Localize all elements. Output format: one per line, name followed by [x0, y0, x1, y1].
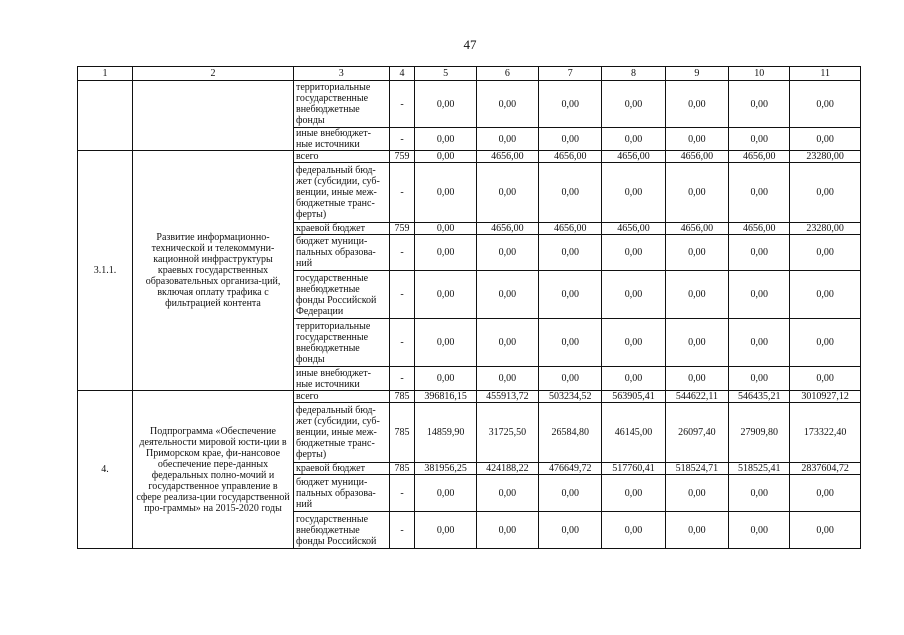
- column-header-8: 8: [602, 67, 665, 81]
- total-value: 0,00: [790, 512, 861, 549]
- year-value: 0,00: [539, 271, 602, 319]
- year-value: 0,00: [539, 128, 602, 151]
- funding-source: федеральный бюд-жет (субсидии, суб-венции, иные меж-бюджетные транс-ферты): [293, 403, 389, 463]
- item-name: Развитие информационно-технической и телекоммуни-кационной инфраструктуры краевых государственных образовательных организа-ций, включая оплату трафика с фильтрацией контента: [133, 151, 294, 391]
- year-value: 0,00: [602, 235, 665, 271]
- year-value: 0,00: [415, 81, 476, 128]
- year-value: 4656,00: [665, 223, 728, 235]
- year-value: 424188,22: [476, 463, 538, 475]
- column-header-9: 9: [665, 67, 728, 81]
- total-value: 0,00: [790, 475, 861, 512]
- grbs-code: -: [389, 319, 415, 367]
- column-header-7: 7: [539, 67, 602, 81]
- grbs-code: -: [389, 367, 415, 391]
- total-value: 0,00: [790, 81, 861, 128]
- funding-source: всего: [293, 391, 389, 403]
- grbs-code: 785: [389, 463, 415, 475]
- year-value: 0,00: [602, 367, 665, 391]
- year-value: 0,00: [665, 512, 728, 549]
- funding-source: территориальные государственные внебюджетные фонды: [293, 81, 389, 128]
- total-value: 23280,00: [790, 151, 861, 163]
- column-header-6: 6: [476, 67, 538, 81]
- funding-source: государственные внебюджетные фонды Российской Федерации: [293, 271, 389, 319]
- year-value: 0,00: [729, 512, 790, 549]
- year-value: 396816,15: [415, 391, 476, 403]
- budget-table: [77, 66, 861, 549]
- item-name: Подпрограмма «Обеспечение деятельности мировой юсти-ции в Приморском крае, фи-нансовое обеспечение пере-данных федеральных полно-мочий и государственное управление в сфере реализа-ции государственной про-граммы» на 2015-2020 годы: [133, 391, 294, 549]
- total-value: 173322,40: [790, 403, 861, 463]
- grbs-code: -: [389, 475, 415, 512]
- year-value: 0,00: [602, 271, 665, 319]
- year-value: 0,00: [665, 271, 728, 319]
- item-code: 3.1.1.: [78, 151, 133, 391]
- total-value: 0,00: [790, 235, 861, 271]
- year-value: 4656,00: [476, 223, 538, 235]
- year-value: 381956,25: [415, 463, 476, 475]
- column-header-2: 2: [133, 67, 294, 81]
- year-value: 0,00: [476, 81, 538, 128]
- year-value: 0,00: [476, 163, 538, 223]
- year-value: 0,00: [665, 367, 728, 391]
- year-value: 4656,00: [729, 151, 790, 163]
- year-value: 0,00: [415, 271, 476, 319]
- year-value: 0,00: [602, 512, 665, 549]
- column-header-4: 4: [389, 67, 415, 81]
- year-value: 0,00: [729, 163, 790, 223]
- year-value: 0,00: [415, 475, 476, 512]
- item-code: 4.: [78, 391, 133, 549]
- funding-source: территориальные государственные внебюджетные фонды: [293, 319, 389, 367]
- year-value: 0,00: [729, 367, 790, 391]
- year-value: 0,00: [415, 223, 476, 235]
- year-value: 455913,72: [476, 391, 538, 403]
- column-header-10: 10: [729, 67, 790, 81]
- year-value: 0,00: [539, 163, 602, 223]
- table-body: [78, 81, 861, 549]
- year-value: 0,00: [729, 475, 790, 512]
- year-value: 0,00: [602, 475, 665, 512]
- grbs-code: -: [389, 235, 415, 271]
- year-value: 0,00: [415, 151, 476, 163]
- grbs-code: 785: [389, 403, 415, 463]
- item-name: [133, 81, 294, 151]
- year-value: 0,00: [665, 81, 728, 128]
- year-value: 0,00: [415, 128, 476, 151]
- year-value: 4656,00: [602, 223, 665, 235]
- year-value: 544622,11: [665, 391, 728, 403]
- year-value: 46145,00: [602, 403, 665, 463]
- column-header-3: 3: [293, 67, 389, 81]
- year-value: 14859,90: [415, 403, 476, 463]
- grbs-code: -: [389, 81, 415, 128]
- year-value: 0,00: [415, 367, 476, 391]
- year-value: 4656,00: [539, 151, 602, 163]
- year-value: 0,00: [476, 271, 538, 319]
- funding-source: краевой бюджет: [293, 463, 389, 475]
- funding-source: бюджет муници-пальных образова-ний: [293, 475, 389, 512]
- year-value: 0,00: [539, 81, 602, 128]
- year-value: 0,00: [602, 319, 665, 367]
- year-value: 31725,50: [476, 403, 538, 463]
- year-value: 0,00: [729, 81, 790, 128]
- column-header-5: 5: [415, 67, 476, 81]
- year-value: 4656,00: [539, 223, 602, 235]
- table-row: [78, 81, 861, 128]
- year-value: 0,00: [665, 128, 728, 151]
- year-value: 0,00: [539, 512, 602, 549]
- year-value: 0,00: [539, 475, 602, 512]
- year-value: 0,00: [476, 319, 538, 367]
- year-value: 4656,00: [729, 223, 790, 235]
- year-value: 0,00: [602, 163, 665, 223]
- year-value: 27909,80: [729, 403, 790, 463]
- column-header-1: 1: [78, 67, 133, 81]
- funding-source: краевой бюджет: [293, 223, 389, 235]
- year-value: 0,00: [415, 163, 476, 223]
- grbs-code: 785: [389, 391, 415, 403]
- year-value: 0,00: [539, 367, 602, 391]
- funding-source: всего: [293, 151, 389, 163]
- year-value: 0,00: [729, 128, 790, 151]
- grbs-code: -: [389, 128, 415, 151]
- item-code: [78, 81, 133, 151]
- funding-source: федеральный бюд-жет (субсидии, суб-венции, иные меж-бюджетные транс-ферты): [293, 163, 389, 223]
- year-value: 4656,00: [476, 151, 538, 163]
- year-value: 518524,71: [665, 463, 728, 475]
- total-value: 0,00: [790, 163, 861, 223]
- year-value: 518525,41: [729, 463, 790, 475]
- total-value: 0,00: [790, 319, 861, 367]
- year-value: 0,00: [476, 475, 538, 512]
- year-value: 26584,80: [539, 403, 602, 463]
- page-number: 47: [463, 37, 477, 52]
- total-value: 3010927,12: [790, 391, 861, 403]
- year-value: 0,00: [476, 367, 538, 391]
- funding-source: бюджет муници-пальных образова-ний: [293, 235, 389, 271]
- year-value: 0,00: [539, 235, 602, 271]
- year-value: 26097,40: [665, 403, 728, 463]
- funding-source: государственные внебюджетные фонды Российской: [293, 512, 389, 549]
- column-header-11: 11: [790, 67, 861, 81]
- grbs-code: 759: [389, 151, 415, 163]
- year-value: 0,00: [729, 319, 790, 367]
- total-value: 0,00: [790, 128, 861, 151]
- year-value: 517760,41: [602, 463, 665, 475]
- year-value: 563905,41: [602, 391, 665, 403]
- table-row: [78, 151, 861, 163]
- year-value: 0,00: [729, 235, 790, 271]
- year-value: 476649,72: [539, 463, 602, 475]
- year-value: 546435,21: [729, 391, 790, 403]
- year-value: 0,00: [415, 512, 476, 549]
- year-value: 0,00: [539, 319, 602, 367]
- year-value: 0,00: [476, 512, 538, 549]
- year-value: 0,00: [476, 235, 538, 271]
- year-value: 0,00: [665, 319, 728, 367]
- total-value: 0,00: [790, 271, 861, 319]
- total-value: 23280,00: [790, 223, 861, 235]
- year-value: 503234,52: [539, 391, 602, 403]
- year-value: 4656,00: [665, 151, 728, 163]
- year-value: 0,00: [415, 319, 476, 367]
- table-row: [78, 391, 861, 403]
- year-value: 0,00: [729, 271, 790, 319]
- header-row: [78, 67, 861, 81]
- year-value: 0,00: [665, 475, 728, 512]
- year-value: 0,00: [415, 235, 476, 271]
- year-value: 0,00: [665, 235, 728, 271]
- grbs-code: -: [389, 271, 415, 319]
- funding-source: иные внебюджет-ные источники: [293, 128, 389, 151]
- year-value: 0,00: [476, 128, 538, 151]
- year-value: 4656,00: [602, 151, 665, 163]
- year-value: 0,00: [602, 81, 665, 128]
- total-value: 0,00: [790, 367, 861, 391]
- grbs-code: -: [389, 163, 415, 223]
- year-value: 0,00: [602, 128, 665, 151]
- year-value: 0,00: [665, 163, 728, 223]
- funding-source: иные внебюджет-ные источники: [293, 367, 389, 391]
- grbs-code: 759: [389, 223, 415, 235]
- total-value: 2837604,72: [790, 463, 861, 475]
- grbs-code: -: [389, 512, 415, 549]
